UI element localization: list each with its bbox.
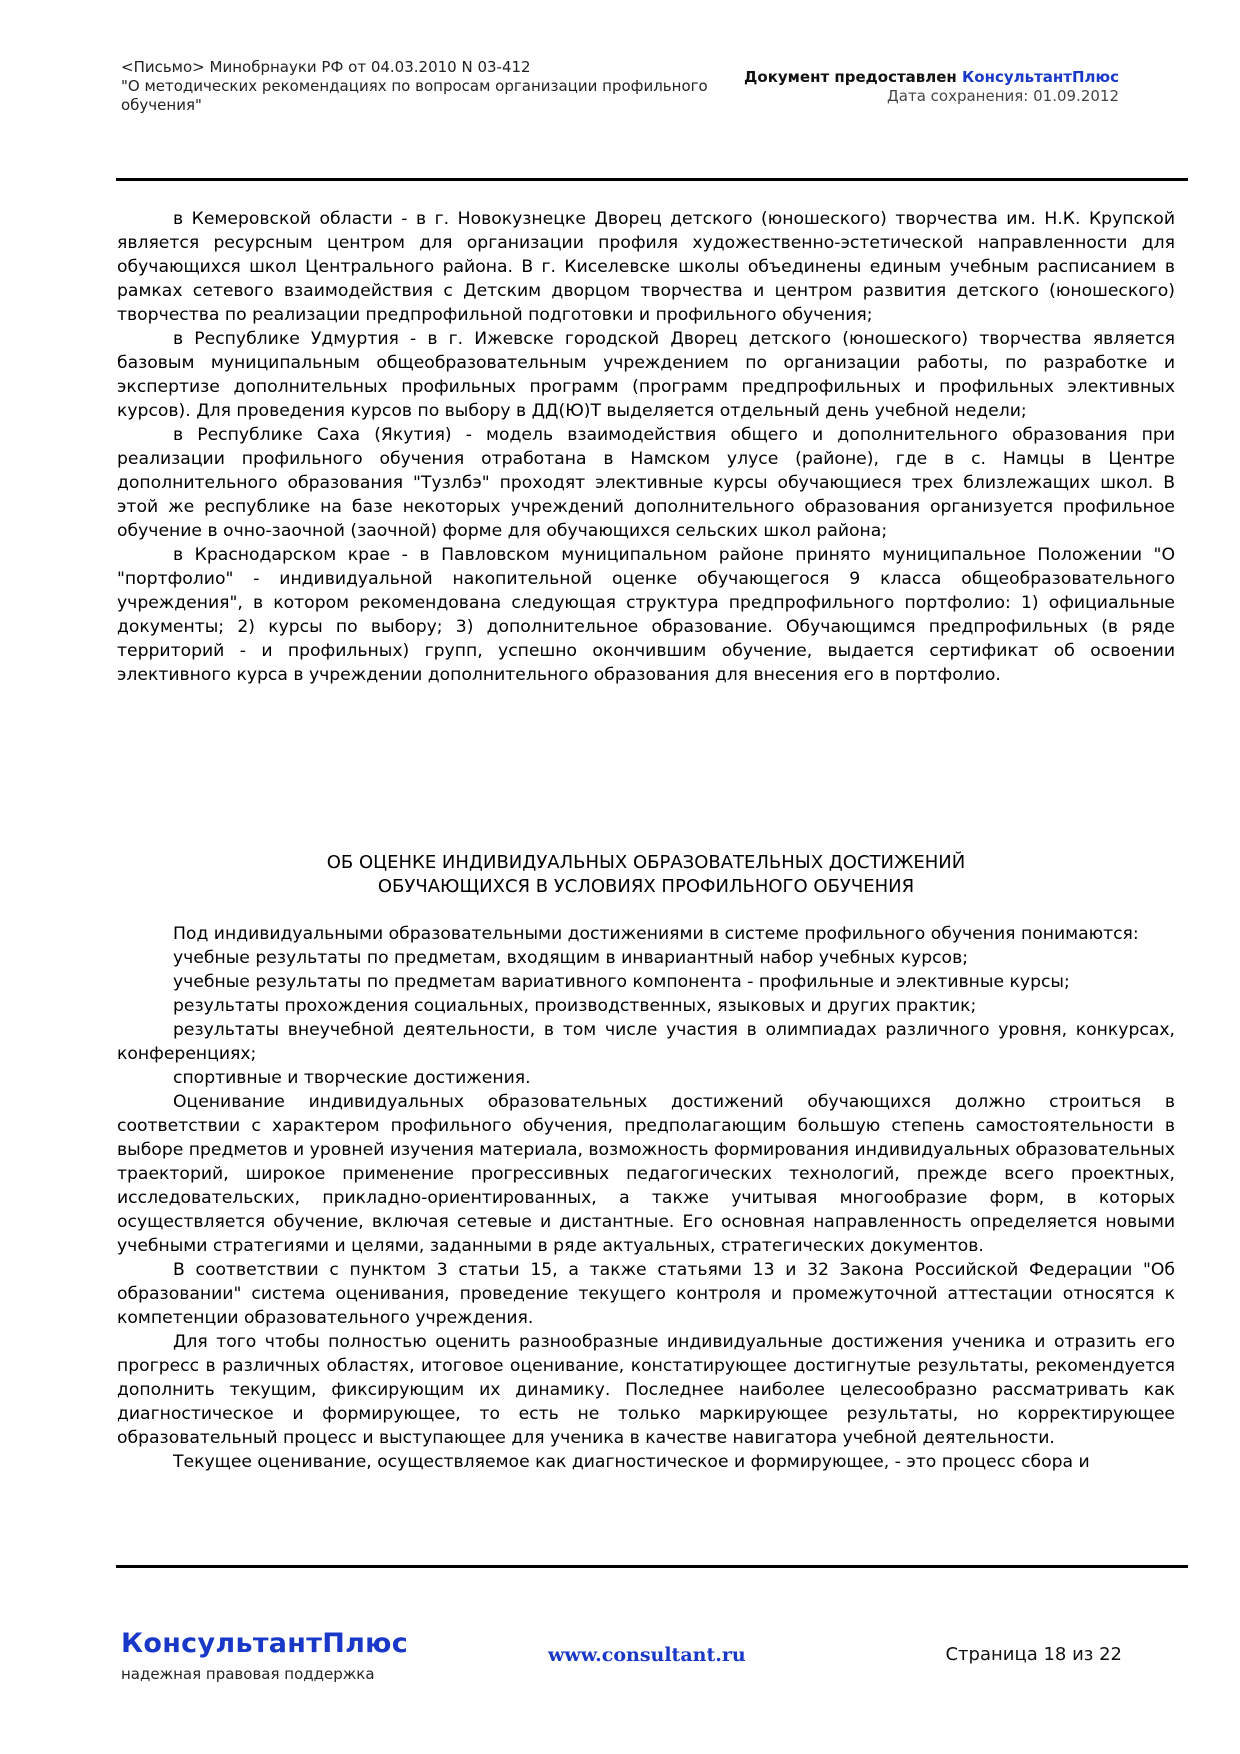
section-title-line-2: ОБУЧАЮЩИХСЯ В УСЛОВИЯХ ПРОФИЛЬНОГО ОБУЧЕНИЯ	[377, 876, 915, 897]
list-item: учебные результаты по предметам вариативного компонента - профильные и элективные курсы;	[173, 972, 1070, 992]
page-number: Страница 18 из 22	[945, 1644, 1122, 1665]
doc-title-line-2: "О методических рекомендациях по вопросам организации профильного	[121, 77, 708, 95]
section-assessment	[117, 922, 1175, 1474]
paragraph: в Республике Саха (Якутия) - модель взаимодействия общего и дополнительного образования при реализации профильного обучения отработана в Намском улусе (районе), где в с. Намцы в Центре дополнительного образования "Тузлбэ" проходят элективные курсы обучающиеся трех близлежащих школ. В этой же республике на базе некоторых учреждений дополнительного образования организуется профильное обучение в очно-заочной (заочной) форме для обучающихся сельских школ района;	[117, 425, 1175, 541]
footer-url-link[interactable]: www.consultant.ru	[548, 1644, 746, 1666]
paragraph: в Республике Удмуртия - в г. Ижевске городской Дворец детского (юношеского) творчества является базовым муниципальным общеобразовательным учреждением по организации работы, по разработке и экспертизе дополнительных профильных программ (программ предпрофильных и профильных элективных курсов). Для проведения курсов по выбору в ДД(Ю)Т выделяется отдельный день учебной недели;	[117, 329, 1175, 421]
list-item: результаты внеучебной деятельности, в том числе участия в олимпиадах различного уровня, конкурсах, конференциях;	[117, 1020, 1175, 1064]
paragraph: в Краснодарском крае - в Павловском муниципальном районе принято муниципальное Положении "О "портфолио" - индивидуальной накопительной оценке обучающегося 9 класса общеобразовательного учреждения", в котором рекомендована следующая структура предпрофильного портфолио: 1) официальные документы; 2) курсы по выбору; 3) дополнительное образование. Обучающимся предпрофильных (в ряде территорий - и профильных) групп, успешно окончившим обучение, выдается сертификат об освоении элективного курса в учреждении дополнительного образования для внесения его в портфолио.	[117, 545, 1175, 685]
paragraph: В соответствии с пунктом 3 статьи 15, а также статьями 13 и 32 Закона Российской Федерации "Об образовании" система оценивания, проведение текущего контроля и промежуточной аттестации относятся к компетенции образовательного учреждения.	[117, 1260, 1175, 1328]
header-brand-link[interactable]: КонсультантПлюс	[962, 68, 1119, 86]
saved-date: Дата сохранения: 01.09.2012	[887, 87, 1119, 105]
doc-title-line-3: обучения"	[121, 96, 202, 114]
paragraph: Текущее оценивание, осуществляемое как диагностическое и формирующее, - это процесс сбора и	[173, 1452, 1090, 1472]
doc-title-line-1: <Письмо> Минобрнауки РФ от 04.03.2010 N 03-412	[121, 58, 531, 76]
section-regional-examples	[117, 207, 1175, 687]
footer-brand-logo[interactable]: КонсультантПлюс	[121, 1628, 409, 1659]
provider-header	[699, 68, 1119, 106]
paragraph: в Кемеровской области - в г. Новокузнецке Дворец детского (юношеского) творчества им. Н.К. Крупской является ресурсным центром для организации профиля художественно-эстетической направленности для обучающихся школ Центрального района. В г. Киселевске школы объединены единым учебным расписанием в рамках сетевого взаимодействия с Детским дворцом творчества и центром развития детского (юношеского) творчества по реализации предпрофильной подготовки и профильного обучения;	[117, 209, 1175, 325]
footer-divider	[116, 1565, 1188, 1568]
paragraph: Для того чтобы полностью оценить разнообразные индивидуальные достижения ученика и отразить его прогресс в различных областях, итоговое оценивание, констатирующее достигнутые результаты, рекомендуется дополнить текущим, фиксирующим их динамику. Последнее наиболее целесообразно рассматривать как диагностическое и формирующее, то есть не только маркирующее результаты, но корректирующее образовательный процесс и выступающее для ученика в качестве навигатора учебной деятельности.	[117, 1332, 1175, 1448]
footer-tagline: надежная правовая поддержка	[121, 1665, 375, 1683]
paragraph: Оценивание индивидуальных образовательных достижений обучающихся должно строиться в соответствии с характером профильного обучения, предполагающим большую степень самостоятельности в выборе предметов и уровней изучения материала, возможность формирования индивидуальных образовательных траекторий, широкое применение прогрессивных педагогических технологий, прежде всего проектных, исследовательских, прикладно-ориентированных, а также учитывая многообразие форм, в которых осуществляется обучение, включая сетевые и дистантные. Его основная направленность определяется новыми учебными стратегиями и целями, заданными в ряде актуальных, стратегических документов.	[117, 1092, 1175, 1256]
section-title	[117, 851, 1175, 899]
list-item: результаты прохождения социальных, производственных, языковых и других практик;	[173, 996, 977, 1016]
provided-by-label: Документ предоставлен	[744, 68, 963, 86]
list-item: спортивные и творческие достижения.	[173, 1068, 531, 1088]
paragraph: Под индивидуальными образовательными достижениями в системе профильного обучения понимаются:	[173, 924, 1139, 944]
list-item: учебные результаты по предметам, входящим в инвариантный набор учебных курсов;	[173, 948, 968, 968]
section-title-line-1: ОБ ОЦЕНКЕ ИНДИВИДУАЛЬНЫХ ОБРАЗОВАТЕЛЬНЫХ ДОСТИЖЕНИЙ	[326, 852, 966, 873]
header-divider	[116, 178, 1188, 181]
document-title-header	[121, 58, 741, 115]
